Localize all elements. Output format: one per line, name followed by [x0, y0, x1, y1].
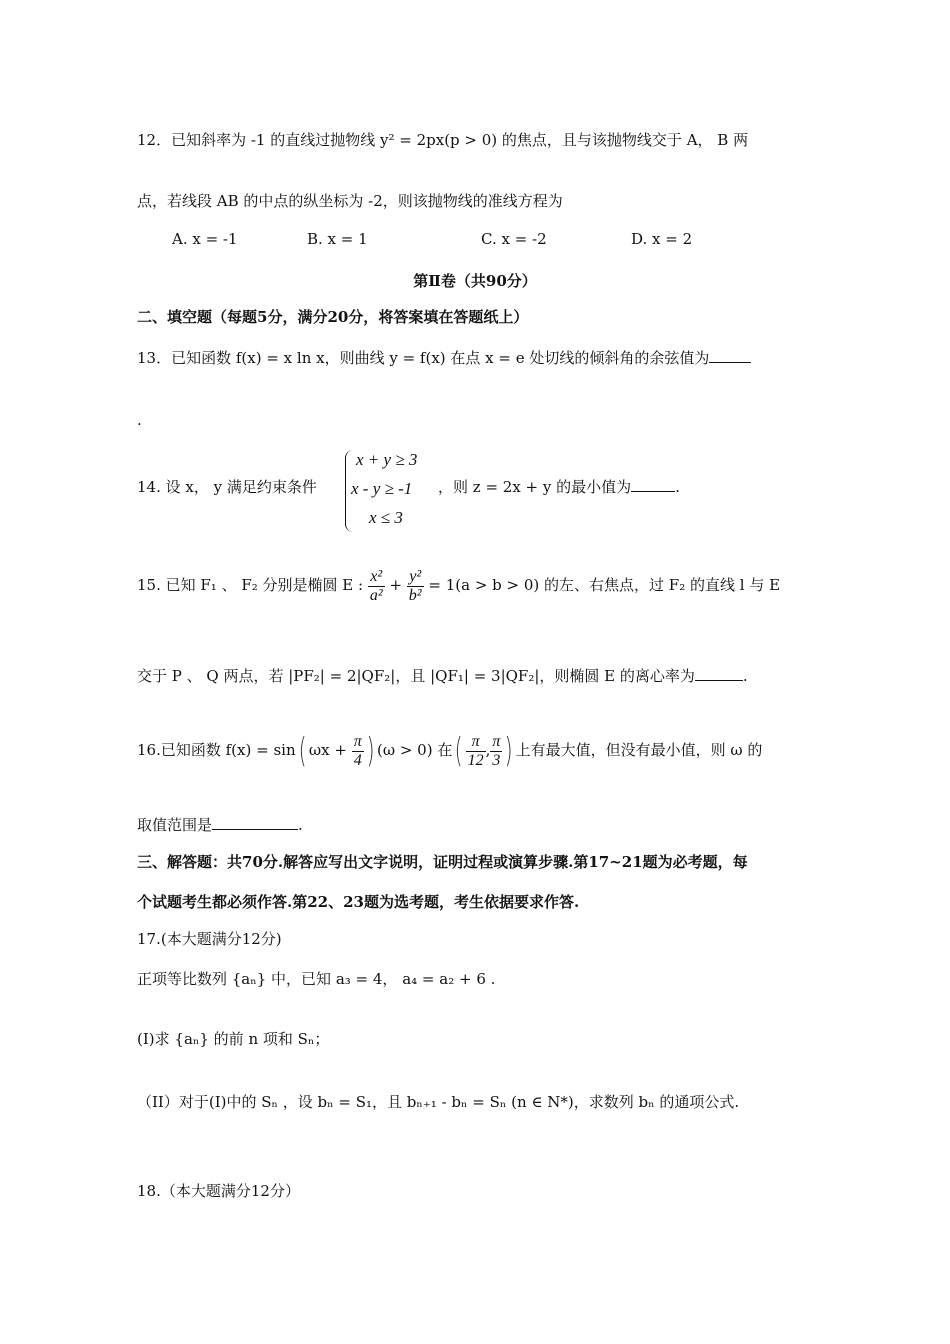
solve-section-line1: 三、解答题：共70分.解答应写出文字说明，证明过程或演算步骤.第17~21题为必考题，每: [137, 853, 748, 871]
q14-suffix-line: [438, 477, 680, 497]
q16-lparen: (: [298, 731, 307, 771]
q16-line2-wrap: [137, 815, 303, 835]
q15-line1-b: = 1(a > b > 0) 的左、右焦点，过 F₂ 的直线 l 与 E: [428, 576, 781, 594]
q15-frac-x-den: a²: [369, 586, 383, 604]
q13-stem: 13．已知函数 f(x) = x ln x，则曲线 y = f(x) 在点 x = e 处切线的倾斜角的余弦值为: [137, 349, 710, 367]
q16-line2: 取值范围是: [137, 816, 213, 834]
q16-three: 3: [492, 751, 501, 769]
q16-a: 16.已知函数 f(x) = sin: [137, 741, 296, 759]
q16-pi3-num: π: [492, 732, 501, 750]
q15-line1-a: 15. 已知 F₁ 、 F₂ 分别是椭圆 E :: [137, 576, 364, 594]
q16-four: 4: [353, 751, 362, 769]
q16-pi12-num: π: [466, 733, 486, 752]
q14-constraint-2: x - y ≥ -1: [351, 479, 413, 498]
q16-comma: ,: [485, 741, 491, 759]
q12-option-b: B. x = 1: [307, 230, 368, 248]
q14-suffix: ，则 z = 2x + y 的最小值为: [438, 478, 632, 496]
q14-constraint-1: x + y ≥ 3: [356, 450, 418, 469]
q16-twelve: 12: [467, 751, 484, 769]
solve-section-line2: 个试题考生都必须作答.第22、23题为选考题，考生依据要求作答.: [137, 893, 580, 911]
q17-header: 17.(本大题满分12分): [137, 930, 282, 948]
fill-section-heading: 二、填空题（每题5分，满分20分，将答案填在答题纸上）: [137, 308, 529, 326]
q14-constraint-system: [345, 450, 435, 532]
q13-text: [137, 348, 751, 368]
q15-blank: [695, 666, 743, 681]
q16-interval-rparen: ): [505, 731, 514, 771]
q12-option-d: D. x = 2: [631, 230, 693, 248]
q16-end: .: [298, 816, 303, 834]
q12-option-c: C. x = -2: [481, 230, 547, 248]
q14-constraint-3: x ≤ 3: [369, 508, 403, 527]
q15-line1: [137, 565, 780, 605]
q17-part1: (I)求 {aₙ} 的前 n 项和 Sₙ；: [137, 1030, 330, 1048]
q16-interval-lparen: (: [454, 731, 463, 771]
q16-line1: [137, 728, 762, 773]
q16-frac-pi12: [466, 733, 486, 770]
q15-frac-x-num: x²: [368, 568, 385, 587]
q12-option-a: A. x = -1: [172, 230, 238, 248]
q13-tail: .: [137, 411, 142, 429]
q16-frac-pi3: [490, 733, 502, 770]
q14-blank: [631, 477, 675, 492]
q16-frac-pi4: [352, 733, 364, 770]
q12-line2: 点，若线段 AB 的中点的纵坐标为 -2，则该抛物线的准线方程为: [137, 192, 563, 210]
q17-part2: （II）对于(I)中的 Sₙ ，设 bₙ = S₁，且 bₙ₊₁ - bₙ = Sₙ (n ∈ N*)，求数列 bₙ 的通项公式.: [137, 1093, 740, 1111]
q16-rparen: ): [366, 731, 375, 771]
q14-prefix: 14. 设 x， y 满足约束条件: [137, 478, 317, 496]
q15-frac-x: [368, 568, 385, 605]
q15-frac-y: [407, 568, 424, 605]
q15-plus: +: [389, 576, 403, 594]
q15-frac-y-num: y²: [407, 568, 424, 587]
q16-blank: [212, 815, 298, 830]
q13-blank: [709, 348, 751, 363]
q16-b: ωx +: [308, 741, 347, 759]
q16-pi-num: π: [353, 732, 362, 750]
q15-frac-y-den: b²: [408, 586, 422, 604]
part2-title: 第Ⅱ卷（共90分）: [413, 272, 537, 290]
q17-stem: 正项等比数列 {aₙ} 中，已知 a₃ = 4， a₄ = a₂ + 6 .: [137, 970, 496, 988]
q16-c: (ω > 0) 在: [376, 741, 453, 759]
q12-line1: 12．已知斜率为 -1 的直线过抛物线 y² = 2px(p > 0) 的焦点，且与该抛物线交于 A， B 两: [137, 131, 749, 149]
q15-line2-wrap: [137, 666, 748, 686]
q16-d: 上有最大值，但没有最小值，则 ω 的: [515, 741, 763, 759]
q15-line2: 交于 P 、 Q 两点，若 |PF₂| = 2|QF₂|，且 |QF₁| = 3|QF₂|，则椭圆 E 的离心率为: [137, 667, 695, 685]
q14-end: .: [675, 478, 680, 496]
q18-header: 18.（本大题满分12分）: [137, 1182, 300, 1200]
q15-end: .: [742, 667, 748, 685]
